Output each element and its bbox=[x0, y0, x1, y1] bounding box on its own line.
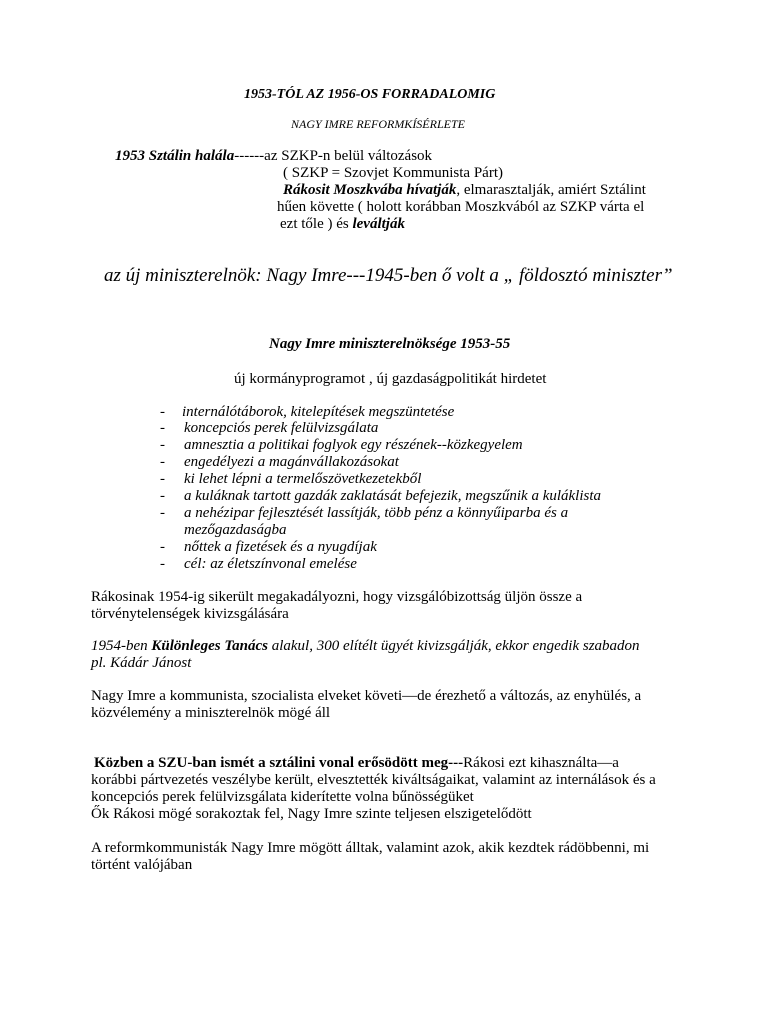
rakosi-summoned-bold: Rákosit Moszkvába hívatják bbox=[283, 182, 457, 198]
stalin-heading-tail: ------az SZKP-n belül változások bbox=[234, 148, 433, 164]
rakosi-followed-line: hűen követte ( holott korábban Moszkvából az SZKP várta el bbox=[277, 199, 645, 215]
stalin-heading-line bbox=[115, 148, 432, 165]
premiership-heading: Nagy Imre miniszterelnöksége 1953-55 bbox=[269, 336, 511, 352]
paragraph-szu-4: Ők Rákosi mögé sorakoztak fel, Nagy Imre szinte teljesen elszigetelődött bbox=[91, 806, 532, 822]
szkp-definition: ( SZKP = Szovjet Kommunista Párt) bbox=[283, 165, 503, 181]
list-dash: - bbox=[160, 404, 165, 420]
rakosi-summoned-rest: , elmarasztalják, amiért Sztálint bbox=[456, 182, 646, 198]
list-item: ki lehet lépni a termelőszövetkezetekből bbox=[184, 471, 422, 487]
list-item-continuation: mezőgazdaságba bbox=[184, 522, 287, 538]
program-line: új kormányprogramot , új gazdaságpolitikát hirdetet bbox=[234, 371, 547, 387]
paragraph-reformers-1: A reformkommunisták Nagy Imre mögött álltak, valamint azok, akik kezdtek rádöbbenni, mi bbox=[91, 840, 650, 856]
list-item: nőttek a fizetések és a nyugdíjak bbox=[184, 539, 377, 555]
list-dash: - bbox=[160, 488, 165, 504]
list-item: koncepciós perek felülvizsgálata bbox=[184, 420, 379, 436]
rakosi-removed-start: ezt tőle ) és bbox=[280, 216, 353, 232]
stalin-heading: 1953 Sztálin halála bbox=[115, 148, 235, 164]
list-item: a nehézipar fejlesztését lassítják, több pénz a könnyűiparba és a bbox=[184, 505, 569, 521]
list-item: amnesztia a politikai foglyok egy részének--közkegyelem bbox=[184, 437, 523, 453]
list-item: internálótáborok, kitelepítések megszüntetése bbox=[182, 404, 455, 420]
szu-rest: Rákosi ezt kihasználta—a bbox=[463, 755, 619, 771]
list-dash: - bbox=[160, 556, 165, 572]
paragraph-reformers-2: történt valójában bbox=[91, 857, 193, 873]
paragraph-szu-1 bbox=[94, 755, 619, 772]
paragraph-principles-2: közvélemény a miniszterelnök mögé áll bbox=[91, 705, 331, 721]
rakosi-removed-bold: leváltják bbox=[352, 216, 405, 232]
new-prime-minister-line: az új miniszterelnök: Nagy Imre---1945-ben ő volt a „ földosztó miniszter” bbox=[104, 265, 673, 286]
list-dash: - bbox=[160, 539, 165, 555]
page-title: 1953-TÓL AZ 1956-OS FORRADALOMIG bbox=[244, 87, 496, 102]
special-council-start: 1954-ben bbox=[91, 638, 152, 654]
list-dash: - bbox=[160, 420, 165, 436]
list-item: a kuláknak tartott gazdák zaklatását befejezik, megszűnik a kuláklista bbox=[184, 488, 602, 504]
list-item: cél: az életszínvonal emelése bbox=[184, 556, 357, 572]
list-dash: - bbox=[160, 437, 165, 453]
list-dash: - bbox=[160, 505, 165, 521]
page-subtitle: NAGY IMRE REFORMKÍSÉRLETE bbox=[291, 117, 465, 131]
list-dash: - bbox=[160, 454, 165, 470]
rakosi-summoned-line bbox=[283, 182, 646, 199]
szu-bold: Közben a SZU-ban ismét a sztálini vonal erősödött meg--- bbox=[94, 755, 464, 771]
paragraph-principles-1: Nagy Imre a kommunista, szocialista elveket követi—de érezhető a változás, az enyhülés, a bbox=[91, 688, 642, 704]
rakosi-removed-line bbox=[280, 216, 405, 233]
paragraph-investigation-1: Rákosinak 1954-ig sikerült megakadályozni, hogy vizsgálóbizottság üljön össze a bbox=[91, 589, 583, 605]
special-council-rest: alakul, 300 elítélt ügyét kivizsgálják, ekkor engedik szabadon bbox=[267, 638, 640, 654]
paragraph-special-council-1 bbox=[91, 638, 640, 655]
paragraph-szu-3: koncepciós perek felülvizsgálata kiderítette volna bűnösségüket bbox=[91, 789, 474, 805]
paragraph-szu-2: korábbi pártvezetés veszélybe került, elvesztették kiváltságaikat, valamint az internálások és a bbox=[91, 772, 656, 788]
special-council-bold: Különleges Tanács bbox=[151, 638, 268, 654]
paragraph-special-council-2: pl. Kádár Jánost bbox=[91, 655, 192, 671]
list-dash: - bbox=[160, 471, 165, 487]
list-item: engedélyezi a magánvállakozásokat bbox=[184, 454, 399, 470]
paragraph-investigation-2: törvénytelenségek kivizsgálására bbox=[91, 606, 289, 622]
